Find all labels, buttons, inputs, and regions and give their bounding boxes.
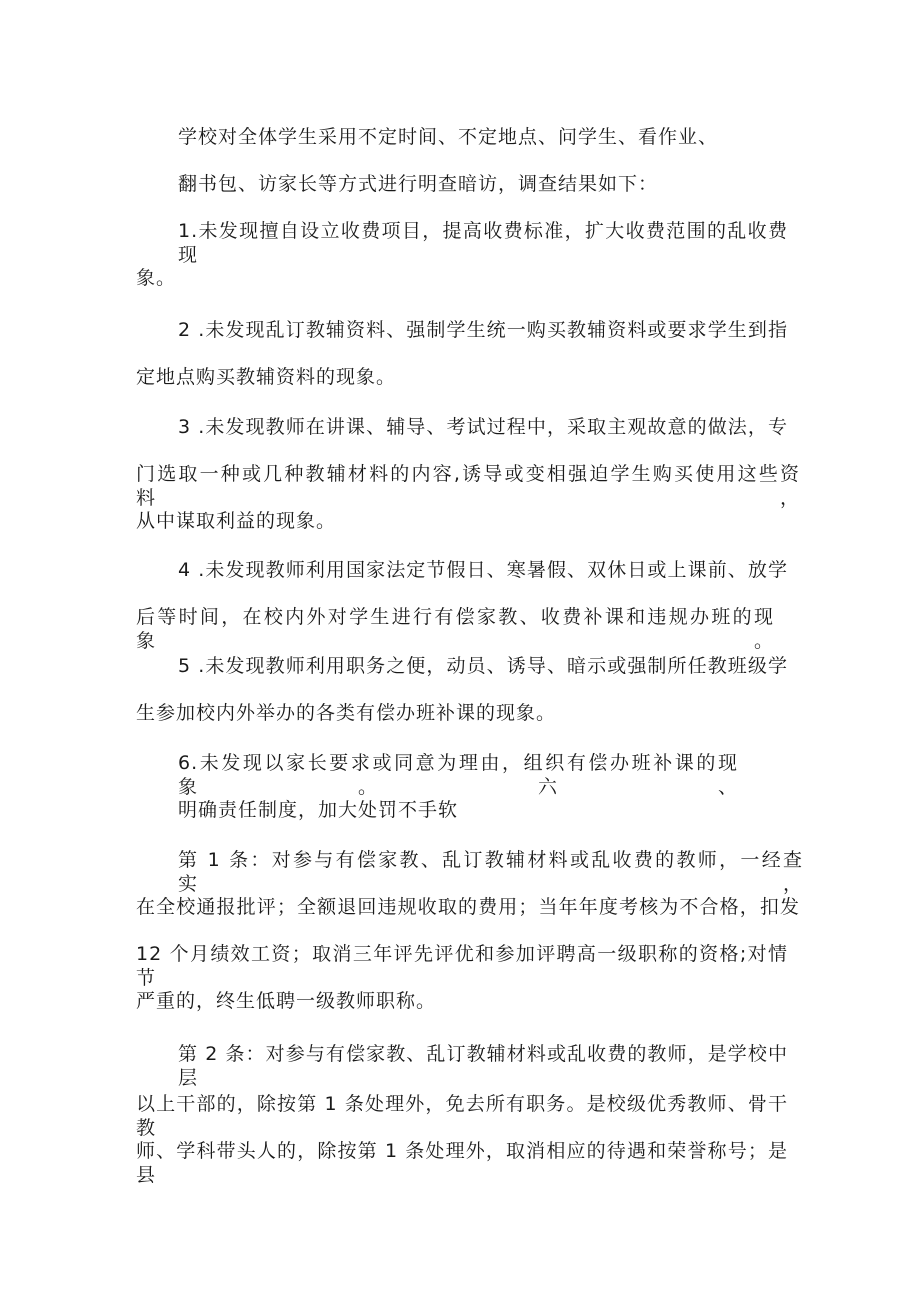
text-line: 12 个月绩效工资；取消三年评先评优和参加评聘高一级职称的资格;对情节: [136, 943, 788, 989]
text-line: 2 .未发现乱订教辅资料、强制学生统一购买教辅资料或要求学生到指: [178, 319, 788, 341]
text-line: 翻书包、访家长等方式进行明查暗访，调查结果如下：: [178, 173, 659, 195]
text-line: 门选取一种或几种教辅材料的内容,诱导或变相强迫学生购买使用这些资料，: [136, 463, 800, 509]
text-line: 1.未发现擅自设立收费项目，提高收费标准，扩大收费范围的乱收费现: [178, 220, 788, 266]
text-line: 以上干部的，除按第 1 条处理外，免去所有职务。是校级优秀教师、骨干教: [136, 1093, 788, 1139]
text-line: 从中谋取利益的现象。: [136, 510, 337, 532]
text-line: 明确责任制度，加大处罚不手软: [178, 799, 459, 821]
text-line: 3 .未发现教师在讲课、辅导、考试过程中，采取主观故意的做法，专: [178, 416, 788, 438]
text-line: 学校对全体学生采用不定时间、不定地点、问学生、看作业、: [178, 126, 719, 148]
text-line: 第 2 条：对参与有偿家教、乱订教辅材料或乱收费的教师，是学校中层: [178, 1043, 788, 1089]
text-line: 5 .未发现教师利用职务之便，动员、诱导、暗示或强制所任教班级学: [178, 655, 788, 677]
text-line: 后等时间，在校内外对学生进行有偿家教、收费补课和违规办班的现象。: [136, 606, 774, 652]
text-line: 师、学科带头人的，除按第 1 条处理外，取消相应的待遇和荣誉称号；是县: [136, 1140, 788, 1186]
text-line: 严重的，终生低聘一级教师职称。: [136, 990, 437, 1012]
text-line: 定地点购买教辅资料的现象。: [136, 366, 397, 388]
text-line: 在全校通报批评；全额退回违规收取的费用；当年年度考核为不合格，扣发: [136, 896, 800, 918]
text-line: 生参加校内外举办的各类有偿办班补课的现象。: [136, 702, 557, 724]
text-line: 第 1 条：对参与有偿家教、乱订教辅材料或乱收费的教师，一经查实，: [178, 849, 803, 895]
text-line: 象。: [136, 267, 177, 289]
text-line: 6.未发现以家长要求或同意为理由，组织有偿办班补课的现象。六、: [178, 752, 738, 798]
text-line: 4 .未发现教师利用国家法定节假日、寒暑假、双休日或上课前、放学: [178, 559, 788, 581]
